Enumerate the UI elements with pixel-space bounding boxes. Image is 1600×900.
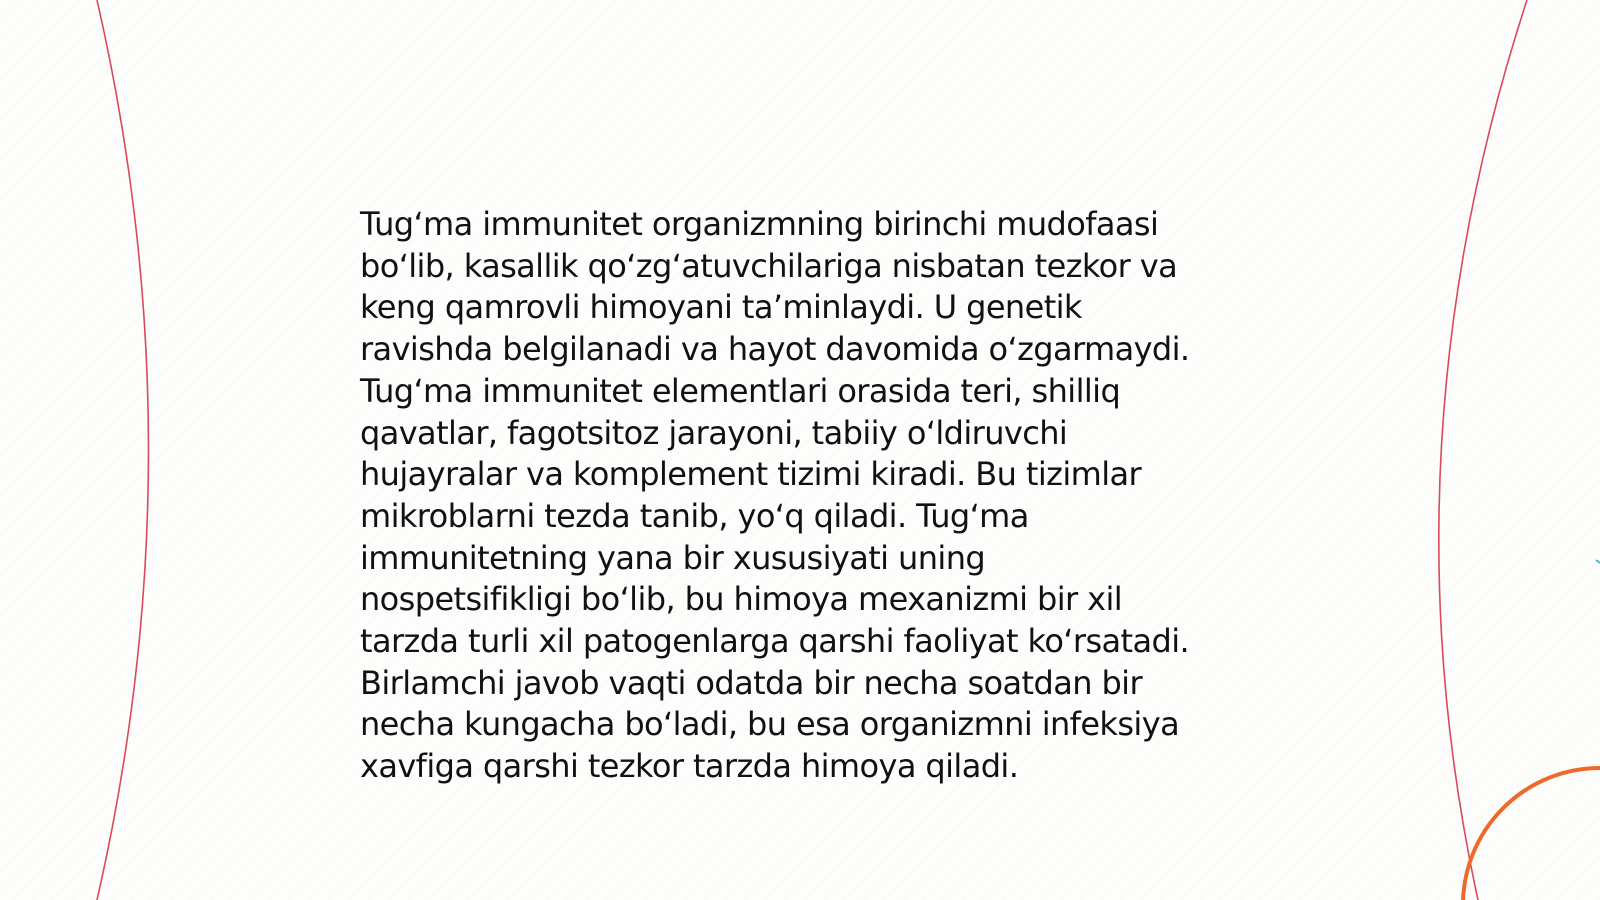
right-arc-decoration [1439,0,1527,900]
body-paragraph: Tug‘ma immunitet organizmning birinchi mudofaasi bo‘lib, kasallik qo‘zg‘atuvchilariga nisbatan tezkor va keng qamrovli himoyani ta’minlaydi. U genetik ravishda belgilanadi va hayot davomida o‘zgarmaydi. Tug‘ma immunitet elementlari orasida teri, shilliq qavatlar, fagotsitoz jarayoni, tabiiy o‘ldiruvchi hujayralar va komplement tizimi kiradi. Bu tizimlar mikroblarni tezda tanib, yo‘q qiladi. Tug‘ma immunitetning yana bir xususiyati uning nospetsifikligi bo‘lib, bu himoya mexanizmi bir xil tarzda turli xil patogenlarga qarshi faoliyat ko‘rsatadi. Birlamchi javob vaqti odatda bir necha soatdan bir necha kungacha bo‘ladi, bu esa organizmni infeksiya xavfiga qarshi tezkor tarzda himoya qiladi. [360,205,1190,786]
small-tick-decoration [1596,560,1600,563]
left-arc-decoration [97,0,149,900]
orange-circle-decoration [1463,768,1600,900]
